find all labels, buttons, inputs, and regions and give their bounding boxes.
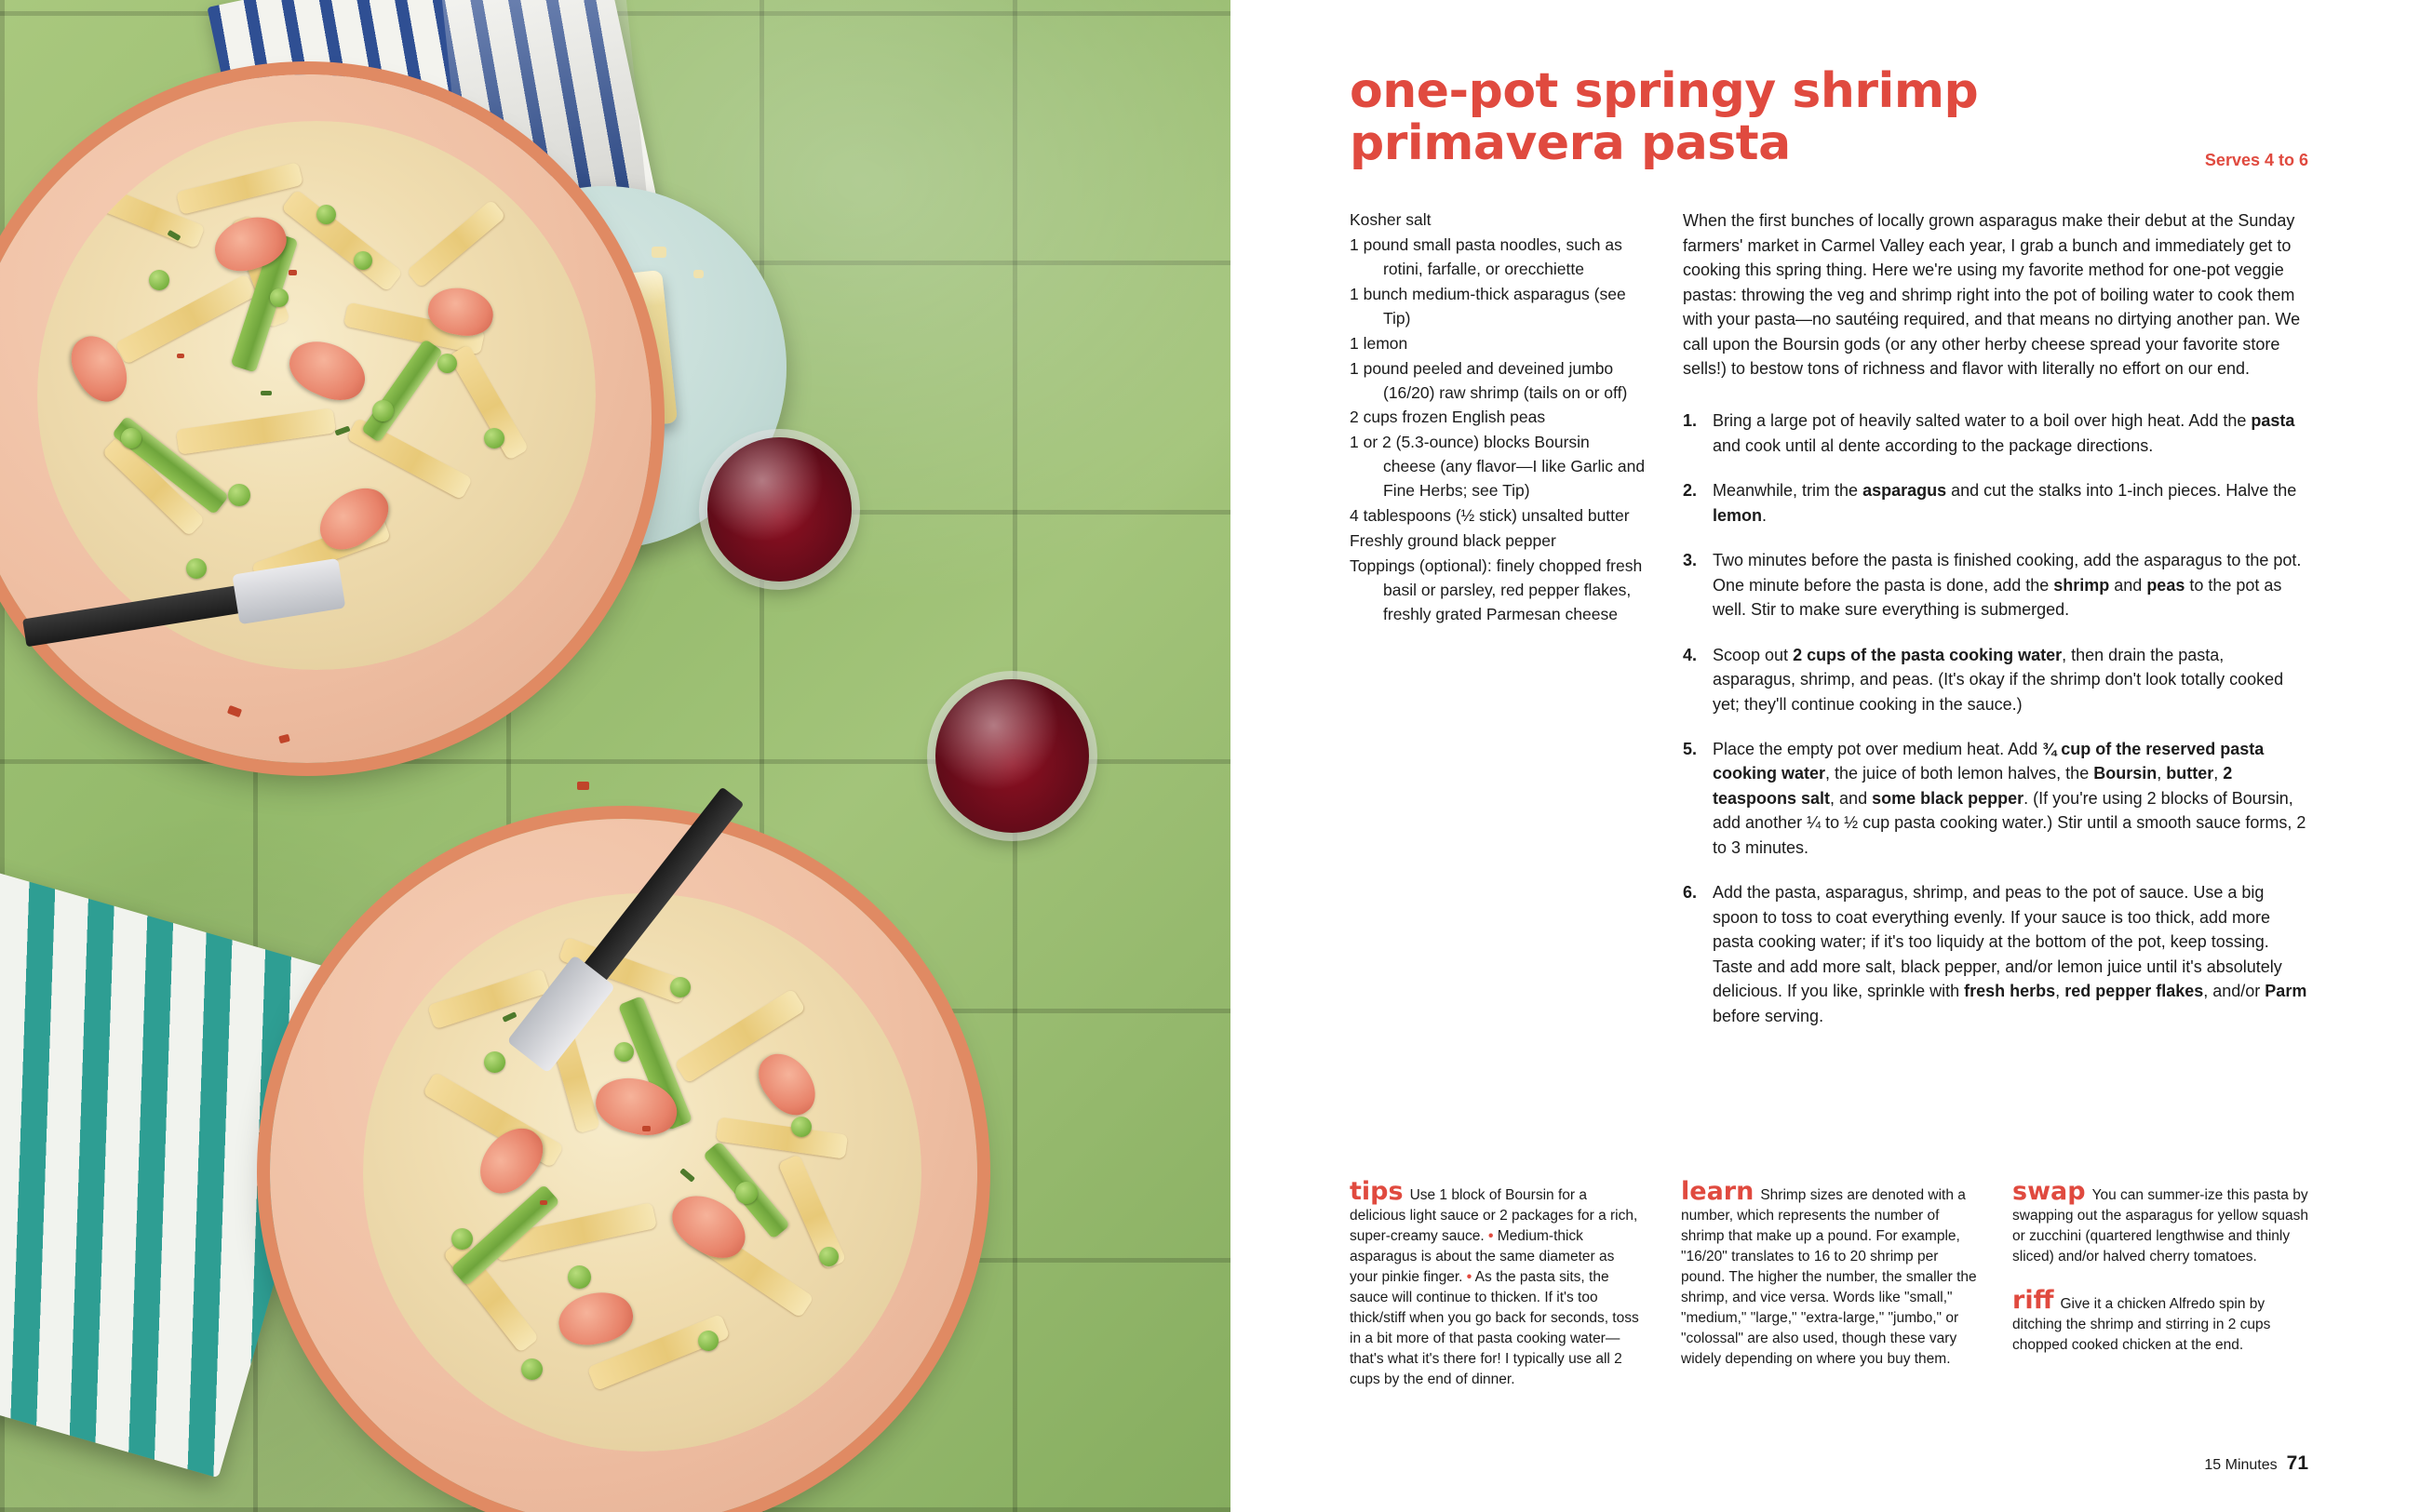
recipe-step xyxy=(1683,737,2308,860)
step-number: 5. xyxy=(1683,740,1698,759)
step-text: Scoop out 2 cups of the pasta cooking water, then drain the pasta, asparagus, shrimp, and peas. (It's okay if the shrimp don't look totally cooked yet; they'll continue cooking in the sauce.) xyxy=(1713,645,2284,714)
ingredient-item: 1 pound peeled and deveined jumbo (16/20) raw shrimp (tails on or off) xyxy=(1350,358,1628,402)
notes-column-swap-riff xyxy=(2012,1177,2308,1409)
ingredient-item: Toppings (optional): finely chopped fresh basil or parsley, red pepper flakes, freshly grated Parmesan cheese xyxy=(1350,555,1643,623)
page-footer xyxy=(2204,1452,2308,1475)
ingredient-item: Freshly ground black pepper xyxy=(1350,530,1556,550)
note-heading: tips xyxy=(1350,1177,1404,1206)
step-number: 4. xyxy=(1683,645,1698,664)
step-number: 1. xyxy=(1683,411,1698,431)
recipe-step xyxy=(1683,643,2308,716)
ingredient-item: 1 lemon xyxy=(1350,333,1408,353)
note-body: You can summer-ize this pasta by swapping out the asparagus for yellow squash or zucchini (quartered lengthwise and thinly sliced) and/or halved cherry tomatoes. xyxy=(2012,1187,2308,1264)
recipe-headnote: When the first bunches of locally grown asparagus make their debut at the Sunday farmers' market in Carmel Valley each year, I grab a bunch and immediately get to cooking this spring thing. Here we're using my favorite method for one-pot veggie pastas: throwing the veg and shrimp right into the pot of boiling water to cook them with your pasta—no sautéing required, and that means no dirtying another pan. We call upon the Boursin gods (or any other herby cheese spread your favorite store sells!) to bestow tons of richness and flavor with literally no effort on our end. xyxy=(1683,211,2301,379)
recipe-notes xyxy=(1350,1177,2308,1409)
cheese-crumb xyxy=(652,247,666,258)
pasta-serving-bottom xyxy=(363,893,921,1452)
ingredient-item: 1 or 2 (5.3-ounce) blocks Boursin cheese (any flavor—I like Garlic and Fine Herbs; see Tip) xyxy=(1350,433,1646,501)
ingredient-item: 4 tablespoons (½ stick) unsalted butter xyxy=(1350,506,1630,525)
recipe-text-page xyxy=(1230,0,2420,1512)
ingredient-item: 2 cups frozen English peas xyxy=(1350,408,1546,427)
note-body: Use 1 block of Boursin for a delicious light sauce or 2 packages for a rich, super-creamy sauce. • Medium-thick asparagus is about the same diameter as your pinkie finger. • As the pasta sits, the sauce will continue to thicken. If it's too thick/stiff when you go back for seconds, toss in a bit more of that pasta cooking water—that's what it's there for! I typically use all 2 cups by the end of dinner. xyxy=(1350,1187,1639,1387)
ingredient-item: 1 bunch medium-thick asparagus (see Tip) xyxy=(1350,284,1626,328)
step-text: Add the pasta, asparagus, shrimp, and peas to the pot of sauce. Use a big spoon to toss to coat everything evenly. If your sauce is too thick, add more pasta cooking water; if it's too liquidy at the bottom of the pot, keep tossing. Taste and add more salt, black pepper, and/or lemon juice until it's absolutely delicious. If you like, sprinkle with fresh herbs, red pepper flakes, and/or Parm before serving. xyxy=(1713,883,2307,1025)
recipe-step xyxy=(1683,880,2308,1028)
pepper-flake xyxy=(577,782,589,790)
step-number: 2. xyxy=(1683,481,1698,501)
note-riff xyxy=(2012,1286,2308,1356)
note-swap xyxy=(2012,1177,2308,1267)
cheese-crumb xyxy=(693,270,704,278)
note-heading: riff xyxy=(2012,1286,2054,1315)
note-tips xyxy=(1350,1177,1646,1390)
step-text: Meanwhile, trim the asparagus and cut the stalks into 1-inch pieces. Halve the lemon. xyxy=(1713,481,2297,525)
ingredient-item: 1 pound small pasta noodles, such as rotini, farfalle, or orecchiette xyxy=(1350,235,1622,279)
recipe-step xyxy=(1683,408,2308,458)
notes-column-tips xyxy=(1350,1177,1646,1409)
step-text: Two minutes before the pasta is finished cooking, add the asparagus to the pot. One minute before the pasta is done, add the shrimp and peas to the pot as well. Stir to make sure everything is submerged. xyxy=(1713,551,2302,620)
serves-label: Serves 4 to 6 xyxy=(2204,151,2308,169)
page-number: 71 xyxy=(2286,1452,2308,1474)
ingredient-item: Kosher salt xyxy=(1350,210,1432,230)
method-column xyxy=(1683,208,2308,1049)
note-learn xyxy=(1681,1177,1977,1370)
step-text: Place the empty pot over medium heat. Add ¾ cup of the reserved pasta cooking water, the juice of both lemon halves, the Boursin, butter, 2 teaspoons salt, and some black pepper. (If you're using 2 blocks of Boursin, add another ¼ to ½ cup pasta cooking water.) Stir until a smooth sauce forms, 2 to 3 minutes. xyxy=(1713,740,2306,857)
step-number: 6. xyxy=(1683,883,1698,903)
ingredients-list xyxy=(1350,208,1646,1049)
notes-column-learn xyxy=(1681,1177,1977,1409)
note-body: Give it a chicken Alfredo spin by ditching the shrimp and stirring in 2 cups chopped cooked chicken at the end. xyxy=(2012,1296,2271,1353)
recipe-title: one-pot springy shrimp primavera pasta xyxy=(1350,63,1979,172)
note-heading: swap xyxy=(2012,1177,2086,1206)
step-number: 3. xyxy=(1683,551,1698,570)
recipe-step xyxy=(1683,548,2308,622)
chapter-label: 15 Minutes xyxy=(2204,1457,2278,1473)
note-heading: learn xyxy=(1681,1177,1754,1206)
recipe-step xyxy=(1683,478,2308,528)
step-text: Bring a large pot of heavily salted water to a boil over high heat. Add the pasta and cook until al dente according to the package directions. xyxy=(1713,411,2295,455)
note-body: Shrimp sizes are denoted with a number, which represents the number of shrimp that make up a pound. For example, "16/20" translates to 16 to 20 shrimp per pound. The higher the number, the smaller the shrimp, and vice versa. Words like "small," "medium," "large," "extra-large," "jumbo," or "colossal" are also used, though these vary widely depending on where you buy them. xyxy=(1681,1187,1977,1367)
